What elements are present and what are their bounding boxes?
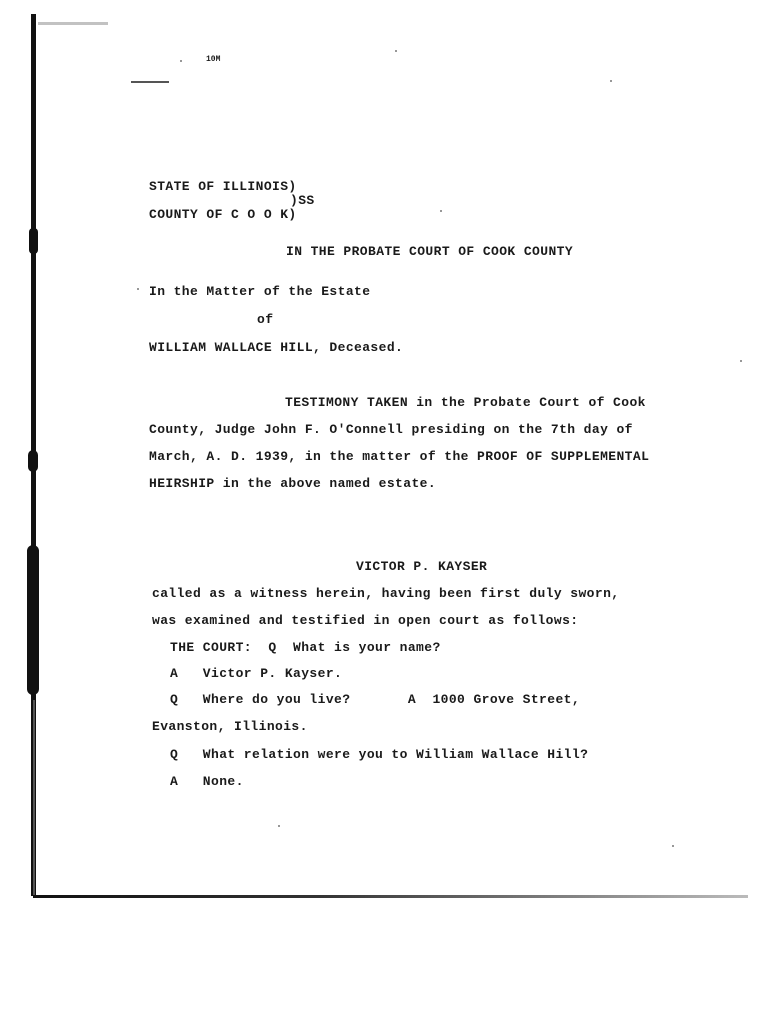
testimony-paragraph-line: TESTIMONY TAKEN in the Probate Court of Cook (285, 395, 646, 410)
examination-answer: A Victor P. Kayser. (170, 666, 343, 681)
scan-smudge (38, 22, 108, 25)
testimony-paragraph-line: March, A. D. 1939, in the matter of the PROOF OF SUPPLEMENTAL (149, 449, 650, 464)
examination-question: THE COURT: Q What is your name? (170, 640, 441, 655)
scan-speck (672, 845, 674, 847)
scan-speck (278, 825, 280, 827)
scan-speck (180, 60, 182, 62)
witness-sworn-line: called as a witness herein, having been first duly sworn, (152, 586, 620, 601)
scan-speck (440, 210, 442, 212)
examination-question: Q What relation were you to William Wallace Hill? (170, 747, 589, 762)
scan-speck (395, 50, 397, 52)
scan-speck (740, 360, 742, 362)
testimony-paragraph-line: County, Judge John F. O'Connell presiding on the 7th day of (149, 422, 633, 437)
witness-sworn-line: was examined and testified in open court as follows: (152, 613, 579, 628)
scan-binding-mark (27, 545, 39, 695)
header-county-line: COUNTY OF C O O K) (149, 207, 297, 222)
testimony-paragraph-line: HEIRSHIP in the above named estate. (149, 476, 437, 491)
scan-speck (610, 80, 612, 82)
scan-speck (137, 288, 139, 290)
examination-question: Q Where do you live? A 1000 Grove Street, (170, 692, 581, 707)
header-ss-line: )SS (290, 193, 315, 208)
scan-left-border-thin (33, 700, 35, 895)
decedent-name-line: WILLIAM WALLACE HILL, Deceased. (149, 340, 404, 355)
court-title: IN THE PROBATE COURT OF COOK COUNTY (286, 244, 574, 259)
scan-bottom-border (33, 895, 748, 898)
scan-dash-mark (131, 81, 169, 83)
matter-line: In the Matter of the Estate (149, 284, 371, 299)
header-state-line: STATE OF ILLINOIS) (149, 179, 297, 194)
witness-name-heading: VICTOR P. KAYSER (356, 559, 488, 574)
matter-of-line: of (257, 312, 274, 327)
corner-mark: 10M (206, 55, 221, 64)
scan-binding-mark (28, 450, 38, 472)
examination-answer: Evanston, Illinois. (152, 719, 308, 734)
scan-binding-mark (29, 228, 38, 254)
examination-answer: A None. (170, 774, 244, 789)
